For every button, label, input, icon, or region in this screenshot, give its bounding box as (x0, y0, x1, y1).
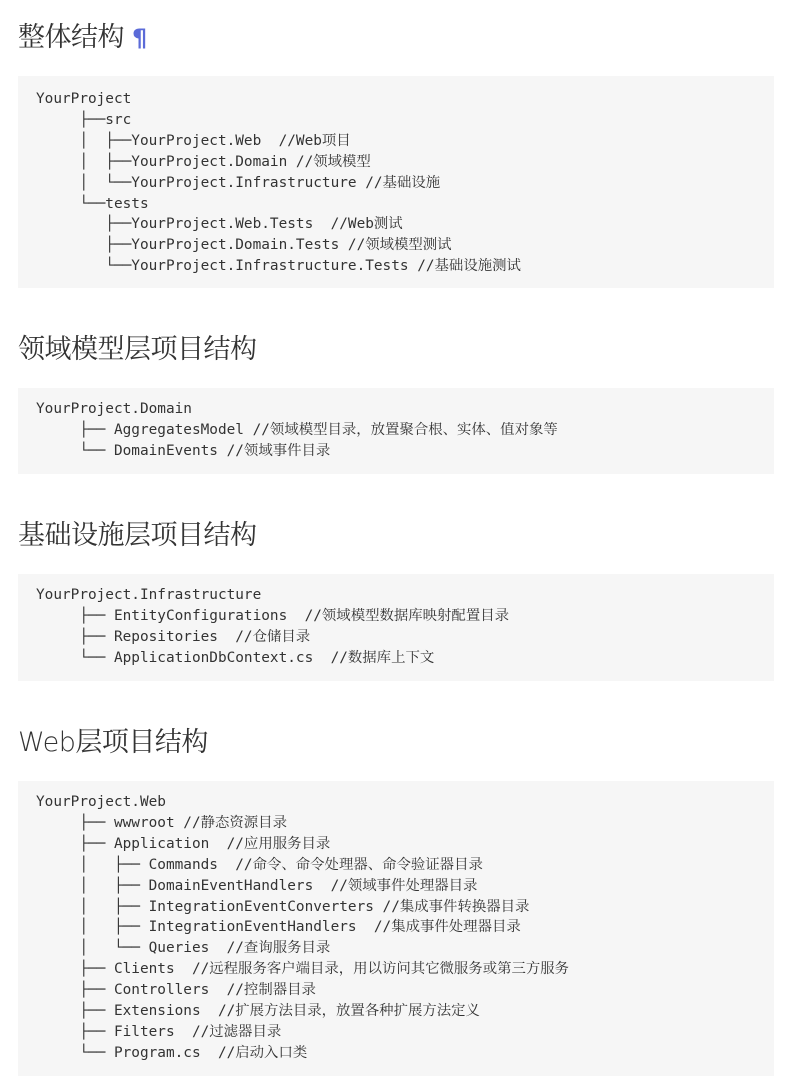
code-line: ├── EntityConfigurations //领域模型数据库映射配置目录 (36, 607, 509, 624)
section-heading-infrastructure (18, 518, 257, 554)
code-line: ├──YourProject.Domain.Tests //领域模型测试 (36, 237, 452, 254)
code-line: │ ├──YourProject.Domain //领域模型 (36, 153, 371, 170)
section-heading-overall (18, 20, 147, 56)
code-line: └── ApplicationDbContext.cs //数据库上下文 (36, 649, 435, 666)
code-block-web (18, 781, 774, 1076)
code-line: │ ├── IntegrationEventHandlers //集成事件处理器目录 (36, 919, 521, 936)
code-line: YourProject.Infrastructure (36, 587, 262, 603)
code-line: YourProject.Domain (36, 401, 192, 417)
code-line: ├── wwwroot //静态资源目录 (36, 814, 287, 831)
code-line: YourProject.Web (36, 794, 166, 810)
code-line: │ ├── Commands //命令、命令处理器、命令验证器目录 (36, 856, 483, 873)
code-line: ├── Extensions //扩展方法目录，放置各种扩展方法定义 (36, 1003, 480, 1020)
code-line: ├── Filters //过滤器目录 (36, 1023, 282, 1040)
code-block-domain (18, 388, 774, 474)
code-line: └──YourProject.Infrastructure.Tests //基础设施测试 (36, 258, 521, 275)
code-line: ├──YourProject.Web.Tests //Web测试 (36, 216, 403, 233)
code-line: ├── Controllers //控制器目录 (36, 982, 316, 999)
heading-anchor-link[interactable]: ¶ (132, 24, 147, 52)
code-line: └── Program.cs //启动入口类 (36, 1044, 308, 1061)
section-heading-domain (18, 332, 257, 368)
code-line: YourProject (36, 91, 132, 107)
code-line: │ ├── DomainEventHandlers //领域事件处理器目录 (36, 877, 478, 894)
heading-text: 基础设施层项目结构 (18, 520, 257, 551)
code-line: ├── Application //应用服务目录 (36, 835, 331, 852)
code-line: └──tests (36, 195, 149, 212)
code-block-overall (18, 76, 774, 288)
code-line: │ └──YourProject.Infrastructure //基础设施 (36, 174, 441, 191)
heading-text: Web层项目结构 (18, 727, 208, 758)
code-line: └── DomainEvents //领域事件目录 (36, 442, 331, 459)
code-line: ├── Clients //远程服务客户端目录，用以访问其它微服务或第三方服务 (36, 961, 570, 978)
code-line: ├── AggregatesModel //领域模型目录，放置聚合根、实体、值对象等 (36, 421, 558, 438)
code-line: │ ├──YourProject.Web //Web项目 (36, 132, 351, 149)
section-heading-web (18, 725, 208, 761)
code-line: │ └── Queries //查询服务目录 (36, 940, 331, 957)
heading-text: 整体结构 (18, 22, 124, 53)
code-line: │ ├── IntegrationEventConverters //集成事件转换器目录 (36, 898, 530, 915)
heading-text: 领域模型层项目结构 (18, 334, 257, 365)
code-line: ├──src (36, 111, 132, 128)
code-line: ├── Repositories //仓储目录 (36, 628, 311, 645)
code-block-infrastructure (18, 574, 774, 681)
